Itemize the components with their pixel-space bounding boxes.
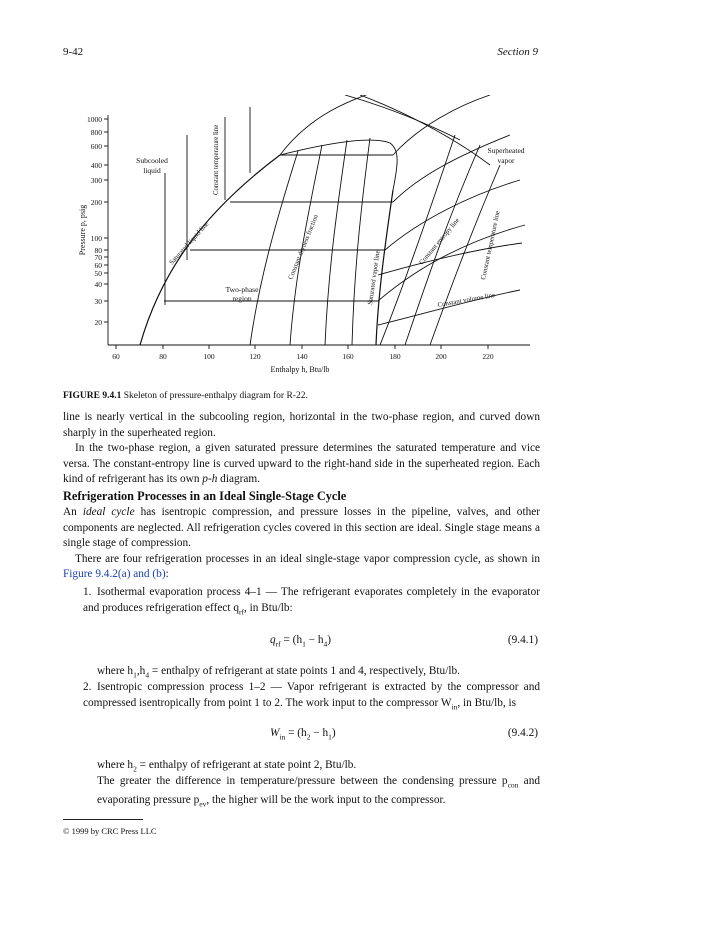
- superheat-temp-line: [280, 95, 380, 155]
- superheat-temp-line: [393, 95, 490, 155]
- y-tick-label: 80: [94, 246, 102, 255]
- x-tick-label: 140: [296, 352, 308, 361]
- y-tick-label: 100: [90, 234, 102, 243]
- section-label: Section 9: [497, 46, 538, 58]
- paragraph: The greater the difference in temperature/pressure between the condensing pressure $p_{con}$ and evaporating pressure $p_{ev}$, the higher will be the work input to the compressor.: [97, 775, 540, 808]
- x-tick-label: 60: [112, 352, 120, 361]
- x-tick-label: 120: [249, 352, 261, 361]
- where-clause: where $h_2$ = enthalpy of refrigerant at state point 2, Btu/lb.: [97, 759, 357, 774]
- section-heading: Refrigeration Processes in an Ideal Single-Stage Cycle: [63, 489, 347, 503]
- sat-liquid-label: Saturated liquid line: [168, 220, 211, 267]
- x-axis-label: Enthalpy h, Btu/lb: [270, 365, 330, 374]
- dome-top: [280, 140, 397, 190]
- x-tick-label: 220: [482, 352, 494, 361]
- x-tick-marks: [116, 345, 488, 349]
- y-tick-label: 70: [94, 253, 102, 262]
- two-phase-label: Two-phase: [225, 285, 259, 294]
- y-tick-label: 40: [94, 280, 102, 289]
- y-tick-label: 800: [90, 128, 102, 137]
- dryness-line: [250, 151, 298, 345]
- equation-number: (9.4.2): [507, 727, 538, 739]
- list-item: 2. Isentropic compression process 1–2 — Vapor refrigerant is extracted by the compressor and compressed isentropically from point 1 to 2. The work input to the compressor $W_{in}$, in Btu/lb, is: [83, 681, 540, 711]
- const-dryness-label: Constant dryness fraction: [287, 213, 320, 281]
- x-tick-label: 200: [435, 352, 447, 361]
- x-tick-labels: [112, 352, 494, 361]
- x-tick-label: 160: [342, 352, 354, 361]
- const-entropy-label: Constant entropy line: [418, 216, 462, 267]
- y-tick-labels: [87, 115, 102, 327]
- y-tick-label: 200: [90, 198, 102, 207]
- figure-link[interactable]: Figure 9.4.2(a) and (b): [63, 568, 166, 580]
- list-item: 1. Isothermal evaporation process 4–1 — The refrigerant evaporates completely in the evaporator and produces refrigeration effect $q_{rf}$, in Btu/lb:: [83, 586, 540, 616]
- y-tick-label: 30: [94, 297, 102, 306]
- page-number: 9-42: [63, 46, 84, 58]
- dryness-line: [325, 140, 347, 345]
- const-volume-label: Constant volume line: [437, 291, 496, 309]
- superheat-temp-line: [378, 225, 525, 301]
- paragraph: line is nearly vertical in the subcooling region, horizontal in the two-phase region, and curved down sharply in the superheated region. In the two-phase region, a given saturated pressure determines the saturated temperature and vice versa. The constant-entropy line is curved upward to the right-hand side in the superheated region. Each kind of refrigerant has its own p-h diagram.: [63, 411, 540, 485]
- equation: $W_{in} = (h_2 - h_1)$: [270, 727, 336, 742]
- x-tick-label: 80: [159, 352, 167, 361]
- sat-vapor-label: Saturated vapor line: [367, 250, 382, 306]
- subcooled-label: Subcooled: [136, 156, 168, 165]
- y-tick-label: 1000: [87, 115, 102, 124]
- y-tick-label: 20: [94, 318, 102, 327]
- copyright: © 1999 by CRC Press LLC: [63, 826, 157, 836]
- ph-diagram: [60, 95, 540, 385]
- footer-rule: [63, 819, 143, 820]
- y-tick-label: 300: [90, 176, 102, 185]
- upper-curve: [345, 95, 460, 140]
- y-tick-label: 400: [90, 161, 102, 170]
- dryness-line: [352, 138, 370, 345]
- equation-number: (9.4.1): [507, 634, 538, 646]
- y-tick-label: 50: [94, 269, 102, 278]
- paragraph: An ideal cycle has isentropic compression, and pressure losses in the pipeline, valves, and other components are neglected. All refrigeration cycles covered in this section are ideal. Single stage means a single stage of compression. There are four refrigeration processes in an ideal single-stage vapor compression cycle, as shown in Figure 9.4.2(a) and (b):: [63, 506, 541, 580]
- y-tick-label: 600: [90, 142, 102, 151]
- const-temp2-label: Constant temperature line: [480, 210, 502, 281]
- volume-line: [378, 243, 522, 275]
- superheated-label: Superheated: [487, 146, 525, 155]
- y-tick-marks: [104, 119, 108, 322]
- superheated-label: vapor: [497, 156, 515, 165]
- figure-caption: FIGURE 9.4.1 Skeleton of pressure-enthalpy diagram for R-22.: [63, 391, 308, 401]
- x-tick-label: 180: [389, 352, 401, 361]
- y-tick-label: 60: [94, 261, 102, 270]
- two-phase-label: region: [232, 294, 252, 303]
- const-temp-label: Constant temperature line: [213, 124, 220, 195]
- subcooled-label: liquid: [143, 166, 161, 175]
- where-clause: where $h_1,h_4$ = enthalpy of refrigerant at state points 1 and 4, respectively, Btu/lb.: [97, 665, 460, 680]
- y-axis-label: Pressure p, psig: [78, 204, 87, 256]
- x-tick-label: 100: [203, 352, 215, 361]
- equation: $q_{rf} = (h_1 - h_4)$: [270, 634, 332, 649]
